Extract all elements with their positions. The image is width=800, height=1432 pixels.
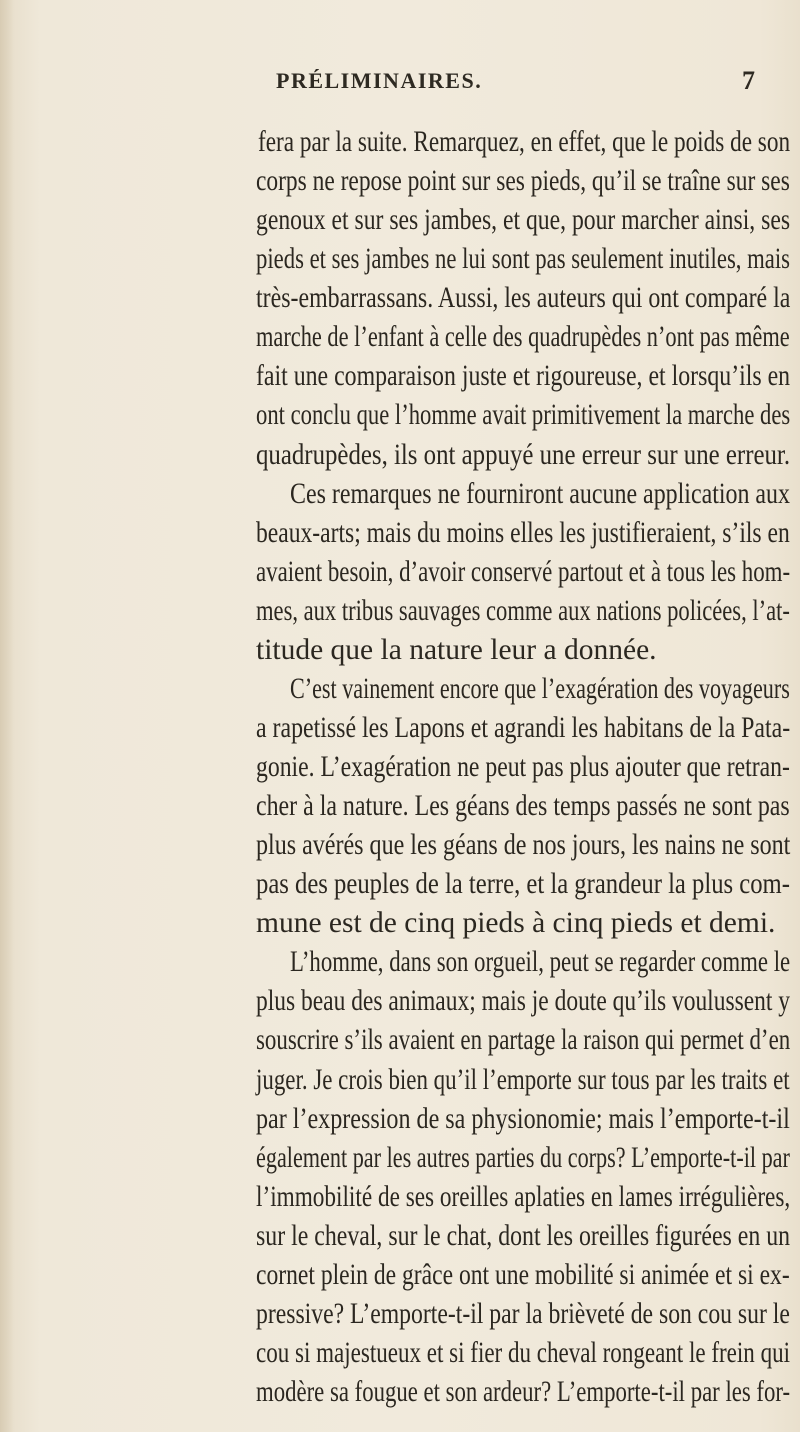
text-line: très-embarrassans. Aussi, les auteurs qui ont comparé la [256,282,791,315]
text-line: L’homme, dans son orgueil, peut se regarder comme le [290,946,791,979]
text-line: beaux-arts; mais du moins elles les justifieraient, s’ils en [256,516,790,549]
text-line: l’immobilité de ses oreilles aplaties en lames irrégulières, [256,1180,791,1213]
text-line: mune est de cinq pieds à cinq pieds et demi. [256,907,776,940]
text-line: fera par la suite. Remarquez, en effet, que le poids de son [258,126,791,158]
running-header: PRÉLIMINAIRES. [276,68,483,93]
text-line: également par les autres parties du corps? L’emporte-t-il par [256,1141,790,1174]
text-line: cher à la nature. Les géans des temps passés ne sont pas [256,790,790,823]
text-line: sur le cheval, sur le chat, dont les oreilles figurées en un [256,1219,791,1252]
text-line: pieds et ses jambes ne lui sont pas seulement inutiles, mais [256,243,791,276]
text-line: corps ne repose point sur ses pieds, qu’il se traîne sur ses [256,165,790,198]
text-line: fait une comparaison juste et rigoureuse, et lorsqu’ils en [256,360,791,393]
text-line: plus avérés que les géans de nos jours, les nains ne sont [256,829,791,862]
text-line: Ces remarques ne fourniront aucune application aux [290,477,791,510]
text-line: juger. Je crois bien qu’il l’emporte sur tous par les traits et [256,1063,790,1096]
text-line: par l’expression de sa physionomie; mais l’emporte-t-il [256,1102,790,1135]
text-line: a rapetissé les Lapons et agrandi les habitans de la Pata- [256,711,791,744]
text-line: C’est vainement encore que l’exagération des voyageurs [290,672,790,705]
text-line: genoux et sur ses jambes, et que, pour marcher ainsi, ses [256,204,791,237]
page-binding-shadow [0,0,14,1432]
text-line: pressive? L’emporte-t-il par la brièveté de son cou sur le [256,1297,790,1330]
text-line: marche de l’enfant à celle des quadrupèdes n’ont pas même [256,321,790,354]
text-line: titude que la nature leur a donnée. [256,633,657,666]
text-line: plus beau des animaux; mais je doute qu’ils voulussent y [256,985,791,1018]
text-line: quadrupèdes, ils ont appuyé une erreur sur une erreur. [256,438,791,471]
text-line: cornet plein de grâce ont une mobilité si animée et si ex- [256,1258,790,1291]
page-number: 7 [742,66,755,95]
text-line: pas des peuples de la terre, et la grandeur la plus com- [256,868,790,901]
text-line: mes, aux tribus sauvages comme aux nations policées, l’at- [256,594,790,627]
text-line: ont conclu que l’homme avait primitivement la marche des [256,399,791,432]
text-line: souscrire s’ils avaient en partage la raison qui permet d’en [256,1024,791,1057]
text-line: cou si majestueux et si fier du cheval rongeant le frein qui [256,1336,791,1369]
text-line: avaient besoin, d’avoir conservé partout et à tous les hom- [256,555,791,588]
text-line: gonie. L’exagération ne peut pas plus ajouter que retran- [256,751,790,783]
text-line: modère sa fougue et son ardeur? L’emporte-t-il par les for- [256,1376,791,1408]
